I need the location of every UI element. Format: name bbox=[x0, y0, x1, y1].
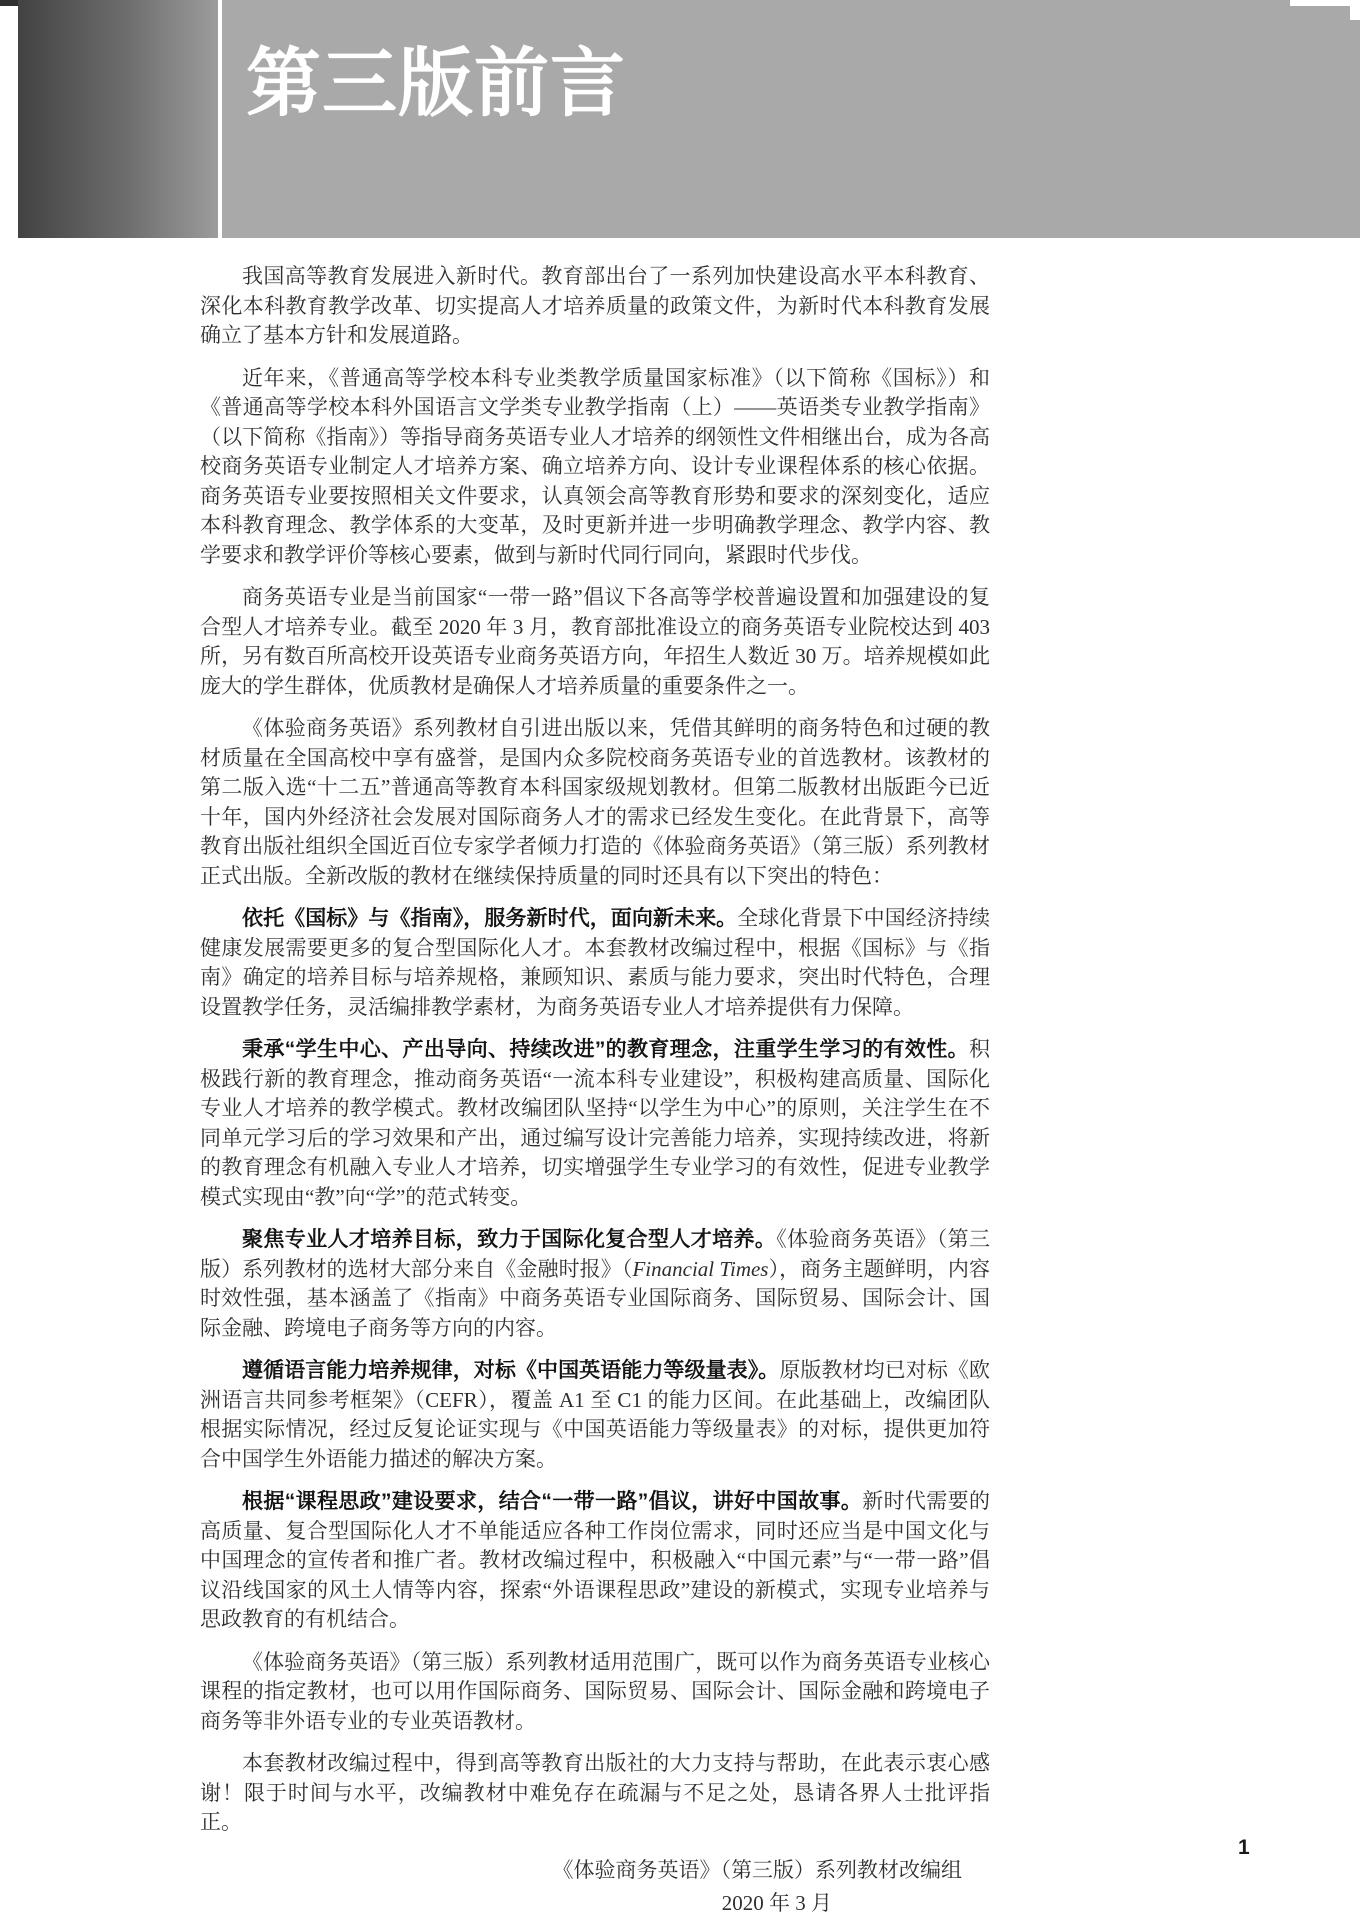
corner-artifact-top-right-2 bbox=[1350, 0, 1360, 20]
paragraph-5 bbox=[200, 904, 990, 1022]
paragraph-1 bbox=[200, 262, 990, 351]
paragraph-text: 《体验商务英语》系列教材自引进出版以来，凭借其鲜明的商务特色和过硬的教材质量在全国高校中享有盛誉，是国内众多院校商务英语专业的首选教材。该教材的第二版入选“十二五”普通高等教育本科国家级规划教材。但第二版教材出版距今已近十年，国内外经济社会发展对国际商务人才的需求已经发生变化。在此背景下，高等教育出版社组织全国近百位专家学者倾力打造的《体验商务英语》（第三版）系列教材正式出版。全新改版的教材在继续保持质量的同时还具有以下突出的特色： bbox=[200, 716, 990, 888]
page-number: 1 bbox=[1238, 1836, 1250, 1859]
paragraph-text: 积极践行新的教育理念，推动商务英语“一流本科专业建设”，积极构建高质量、国际化专业人才培养的教学模式。教材改编团队坚持“以学生为中心”的原则，关注学生在不同单元学习后的学习效果和产出，通过编写设计完善能力培养，实现持续改进，将新的教育理念有机融入专业人才培养，切实增强学生专业学习的有效性，促进专业教学模式实现由“教”向“学”的范式转变。 bbox=[200, 1037, 990, 1209]
paragraph-text: 新时代需要的高质量、复合型国际化人才不单能适应各种工作岗位需求，同时还应当是中国文化与中国理念的宣传者和推广者。教材改编过程中，积极融入“中国元素”与“一带一路”倡议沿线国家的风土人情等内容，探索“外语课程思政”建设的新模式，实现专业培养与思政教育的有机结合。 bbox=[200, 1489, 991, 1631]
page-title: 第三版前言 bbox=[246, 41, 627, 125]
paragraph-text: 《体验商务英语》（第三版）系列教材的选材大部分来自《金融时报》（ bbox=[200, 1227, 991, 1281]
chapter-header-band bbox=[18, 0, 1360, 238]
paragraph-lead: 遵循语言能力培养规律，对标《中国英语能力等级量表》。 bbox=[242, 1359, 780, 1382]
paragraph-text: 全球化背景下中国经济持续健康发展需要更多的复合型国际化人才。本套教材改编过程中，根据《国标》与《指南》确定的培养目标与培养规格，兼顾知识、素质与能力要求，突出时代特色，合理设置教学任务，灵活编排教学素材，为商务英语专业人才培养提供有力保障。 bbox=[200, 906, 991, 1019]
italic-financial-times: Financial Times bbox=[632, 1256, 769, 1281]
paragraph-lead: 根据“课程思政”建设要求，结合“一带一路”倡议，讲好中国故事。 bbox=[242, 1490, 863, 1513]
paragraph-text: 我国高等教育发展进入新时代。教育部出台了一系列加快建设高水平本科教育、深化本科教育教学改革、切实提高人才培养质量的政策文件，为新时代本科教育发展确立了基本方针和发展道路。 bbox=[200, 264, 990, 347]
paragraph-3 bbox=[200, 583, 990, 701]
preface-body bbox=[200, 238, 990, 1920]
header-gradient-block bbox=[18, 0, 218, 238]
paragraph-lead: 依托《国标》与《指南》，服务新时代，面向新未来。 bbox=[242, 907, 738, 930]
paragraph-6 bbox=[200, 1035, 990, 1212]
paragraph-text: 本套教材改编过程中，得到高等教育出版社的大力支持与帮助，在此表示衷心感谢！限于时间与水平，改编教材中难免存在疏漏与不足之处，恳请各界人士批评指正。 bbox=[200, 1751, 990, 1834]
signature-block bbox=[200, 1854, 990, 1920]
signature-date: 2020 年 3 月 bbox=[721, 1890, 832, 1915]
paragraph-text: 商务英语专业是当前国家“一带一路”倡议下各高等学校普遍设置和加强建设的复合型人才培养专业。截至 2020 年 3 月，教育部批准设立的商务英语专业院校达到 403 所，另有数百所高校开设英语专业商务英语方向，年招生人数近 30 万。培养规模如此庞大的学生群体，优质教材是确保人才培养质量的重要条件之一。 bbox=[200, 585, 990, 698]
paragraph-7 bbox=[200, 1225, 990, 1343]
header-divider-line bbox=[218, 0, 222, 238]
paragraph-9 bbox=[200, 1487, 990, 1635]
paragraph-text: 原版教材均已对标《欧洲语言共同参考框架》（CEFR），覆盖 A1 至 C1 的能力区间。在此基础上，改编团队根据实际情况，经过反复论证实现与《中国英语能力等级量表》的对标，提供更加符合中国学生外语能力描述的解决方案。 bbox=[200, 1358, 991, 1471]
paragraph-text-continued: ），商务主题鲜明，内容时效性强，基本涵盖了《指南》中商务英语专业国际商务、国际贸易、国际会计、国际金融、跨境电子商务等方向的内容。 bbox=[200, 1256, 991, 1340]
signature-name: 《体验商务英语》（第三版）系列教材改编组 bbox=[552, 1857, 962, 1882]
paragraph-text: 近年来，《普通高等学校本科专业类教学质量国家标准》（以下简称《国标》）和《普通高等学校本科外国语言文学类专业教学指南（上）——英语类专业教学指南》（以下简称《指南》）等指导商务英语专业人才培养的纲领性文件相继出台，成为各高校商务英语专业制定人才培养方案、确立培养方向、设计专业课程体系的核心依据。商务英语专业要按照相关文件要求，认真领会高等教育形势和要求的深刻变化，适应本科教育理念、教学体系的大变革，及时更新并进一步明确教学理念、教学内容、教学要求和教学评价等核心要素，做到与新时代同行同向，紧跟时代步伐。 bbox=[200, 365, 990, 567]
paragraph-2 bbox=[200, 364, 990, 571]
paragraph-lead: 聚焦专业人才培养目标，致力于国际化复合型人才培养。 bbox=[242, 1228, 777, 1251]
corner-mark-top-left bbox=[0, 0, 18, 6]
paragraph-11 bbox=[200, 1749, 990, 1838]
paragraph-10 bbox=[200, 1648, 990, 1737]
paragraph-lead: 秉承“学生中心、产出导向、持续改进”的教育理念，注重学生学习的有效性。 bbox=[242, 1038, 969, 1061]
paragraph-8 bbox=[200, 1356, 990, 1474]
paragraph-text: 《体验商务英语》（第三版）系列教材适用范围广，既可以作为商务英语专业核心课程的指定教材，也可以用作国际商务、国际贸易、国际会计、国际金融和跨境电子商务等非外语专业的专业英语教材。 bbox=[200, 1649, 990, 1733]
paragraph-4 bbox=[200, 714, 990, 891]
